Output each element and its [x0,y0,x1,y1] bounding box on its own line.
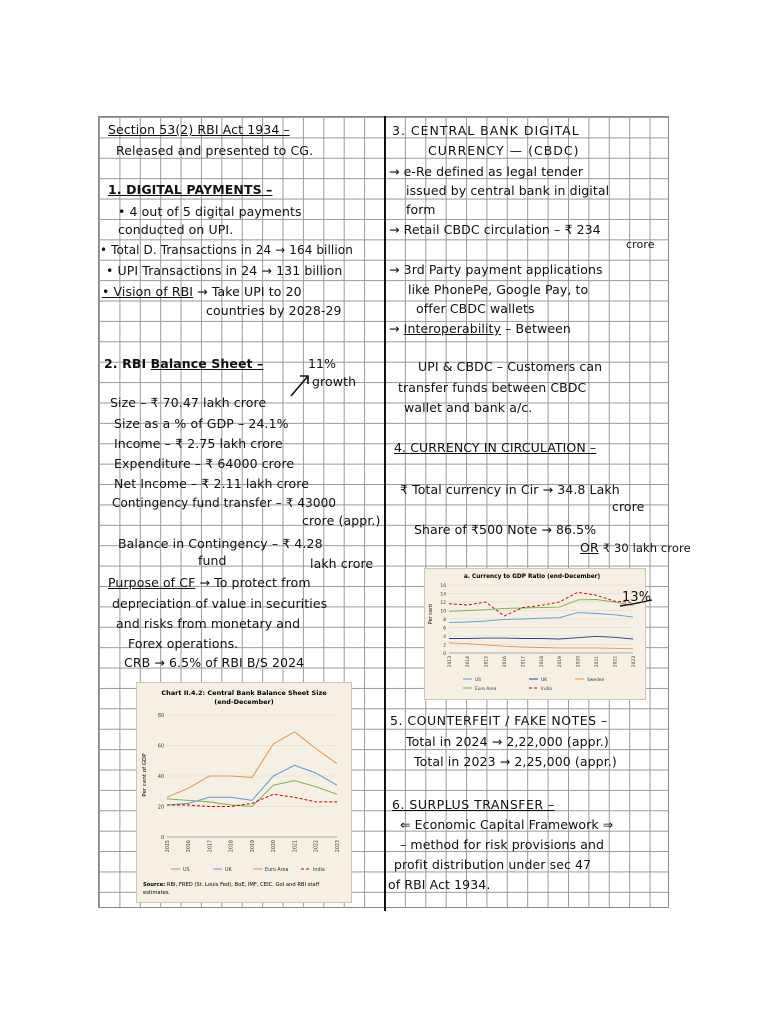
c2-ytick-label: 0 [443,651,446,657]
c2-xtick-label: 2017 [521,656,527,668]
crb-line: CRB → 6.5% of RBI B/S 2024 [124,655,305,670]
cf-purpose-line2: depreciation of value in securities [112,596,328,611]
c1-xtick-label: 2021 [293,840,299,853]
cbdc-line-4-unit: crore [626,238,655,251]
c2-xtick-label: 2020 [576,656,582,668]
c2-ytick-label: 6 [443,626,446,632]
chart1-title: Chart II.4.2: Central Bank Balance Sheet Size [161,689,327,697]
cbdc-line-8 [389,321,571,336]
counterfeit-2023: Total in 2023 → 2,25,000 (appr.) [414,754,617,769]
digital-bullet-1a: • 4 out of 5 digital payments [118,204,302,219]
cbdc-line-10: transfer funds between CBDC [398,380,587,395]
chart1-ylabel: Per cent of GDP [142,753,148,797]
c1-xtick-label: 2023 [335,840,341,853]
surplus-line-3: profit distribution under sec 47 [394,857,592,872]
cf-purpose-line3: and risks from monetary and [116,616,301,631]
c2-series-india [449,592,633,616]
c2-xtick-label: 2016 [503,656,508,668]
c1-ytick-label: 0 [160,835,164,841]
c1-ytick-label: 40 [157,774,164,780]
vision-text: → Take UPI to 20 [197,284,302,299]
currency-gdp-chart-panel [424,568,646,700]
chart1-source-1: Source: RBI, FRED (St. Louis Fed), BoE, IMF, CEIC, GoI and RBI staff [143,882,320,888]
cic-line-3 [580,540,691,556]
c2-xtick-label: 2023 [631,656,637,668]
c2-xtick-label: 2022 [613,656,619,668]
currency-gdp-chart [425,569,645,699]
c2-legend-label: Sweden [587,678,605,683]
section-subheader: Released and presented to CG. [116,143,314,158]
bs-contingency-transfer: Contingency fund transfer – ₹ 43000 [112,496,337,510]
c2-ytick-label: 12 [440,600,446,606]
c2-ytick-label: 10 [440,609,446,615]
currency-circulation-title: 4. CURRENCY IN CIRCULATION – [394,440,597,455]
surplus-line-2: – method for risk provisions and [400,837,605,852]
c2-ytick-label: 16 [440,583,446,589]
c2-xtick-label: 2019 [558,656,564,668]
c2-ytick-label: 2 [443,643,446,649]
c2-xtick-label: 2015 [484,656,490,668]
c2-series-euro-area [449,600,633,612]
c2-series-sweden [449,643,633,649]
c2-ytick-label: 8 [443,617,446,623]
cf-purpose-line4: Forex operations. [128,636,239,651]
counterfeit-2024: Total in 2024 → 2,22,000 (appr.) [406,734,609,749]
balance-sheet-heading [104,356,263,371]
bs-gdp: Size as a % of GDP – 24.1% [114,416,289,431]
cbdc-line-7: offer CBDC wallets [416,301,535,316]
cbdc-line-5: → 3rd Party payment applications [389,262,603,277]
chart1-subtitle: (end-December) [214,698,274,706]
digital-bullet-4b: countries by 2028-29 [206,303,342,318]
cf-purpose-text: → To protect from [199,575,311,590]
ratio-annotation-underline [618,594,654,608]
bs-expenditure: Expenditure – ₹ 64000 crore [114,456,295,471]
c1-xtick-label: 2022 [314,840,320,853]
cbdc-line-6: like PhonePe, Google Pay, to [408,282,589,297]
growth-percent: 11% [308,356,337,371]
cbdc-line-2: issued by central bank in digital [406,183,610,198]
c2-legend-label: India [541,687,552,692]
c2-ytick-label: 4 [443,634,446,640]
cbdc-line-9: UPI & CBDC – Customers can [418,359,603,374]
c1-xtick-label: 2019 [250,840,256,853]
interoperability-label: Interoperability [403,321,502,336]
c1-legend-label: US [183,868,190,873]
section-header: Section 53(2) RBI Act 1934 – [108,122,290,137]
surplus-line-4: of RBI Act 1934. [388,877,491,892]
cic-line-1-unit: crore [612,499,645,514]
cbdc-line-11: wallet and bank a/c. [404,400,533,415]
cbdc-line-1: → e-Re defined as legal tender [389,164,584,179]
c1-xtick-label: 2020 [272,840,278,853]
bs-contingency-unit: lakh crore [310,556,374,571]
c2-series-us [449,613,633,623]
c2-legend-label: US [475,678,482,683]
digital-bullet-1b: conducted on UPI. [118,222,234,237]
balance-sheet-title: Balance Sheet – [150,356,264,371]
bs-size: Size – ₹ 70.47 lakh crore [110,395,267,410]
surplus-line-1: ⇐ Economic Capital Framework ⇒ [400,817,614,832]
c1-series-euro-area [167,732,337,798]
balance-sheet-num: 2. RBI [104,356,147,371]
column-divider [384,116,386,911]
cbdc-line-8-text: – Between [505,321,571,336]
c1-ytick-label: 80 [157,713,164,719]
counterfeit-title: 5. COUNTERFEIT / FAKE NOTES – [390,713,608,728]
chart1-source-2: estimates. [143,890,171,896]
cic-line-1: ₹ Total currency in Cir → 34.8 Lakh [400,482,620,497]
c1-xtick-label: 2018 [229,840,235,853]
balance-sheet-chart-panel [136,682,352,903]
c1-ytick-label: 60 [157,744,164,750]
bs-income: Income – ₹ 2.75 lakh crore [114,436,283,451]
c2-series-uk [449,636,633,639]
cbdc-line-4: → Retail CBDC circulation – ₹ 234 [389,222,601,237]
c2-xtick-label: 2018 [539,656,545,668]
cf-purpose-line1 [108,575,311,590]
c1-xtick-label: 2016 [187,840,193,853]
digital-bullet-3: • UPI Transactions in 24 → 131 billion [106,263,343,278]
c1-xtick-label: 2017 [208,840,214,853]
growth-arrow-icon [288,372,312,398]
c1-legend-label: UK [225,868,232,873]
digital-bullet-4a [102,284,302,299]
chart2-ylabel: Per cent [428,603,434,625]
c2-xtick-label: 2021 [595,656,600,668]
growth-label: growth [312,374,357,389]
c2-legend-label: UK [541,678,548,683]
digital-bullet-2: • Total D. Transactions in 24 → 164 billion [100,243,353,257]
bs-contingency-fund: fund [198,553,227,568]
cic-line-2: Share of ₹500 Note → 86.5% [414,522,597,537]
balance-sheet-chart [137,683,351,902]
c1-xtick-label: 2015 [165,840,171,853]
c2-ytick-label: 14 [440,592,446,598]
cbdc-line-3: form [406,202,436,217]
c1-legend-label: Euro Area [265,868,289,873]
bs-net-income: Net Income – ₹ 2.11 lakh crore [114,476,310,491]
c1-legend-label: India [313,868,325,873]
digital-payments-title: 1. DIGITAL PAYMENTS – [108,182,273,197]
cbdc-title-2: CURRENCY — (CBDC) [428,143,580,158]
cf-purpose-label: Purpose of CF [108,575,196,590]
c2-xtick-label: 2013 [447,656,453,668]
cic-or-label: OR [580,540,599,555]
c1-ytick-label: 20 [157,805,164,811]
cbdc-title-1: 3. CENTRAL BANK DIGITAL [392,123,580,138]
c2-xtick-label: 2014 [466,656,472,668]
bs-contingency-transfer-unit: crore (appr.) [302,513,381,528]
surplus-title: 6. SURPLUS TRANSFER – [392,797,555,812]
bs-contingency-balance: Balance in Contingency – ₹ 4.28 [118,536,323,551]
c2-legend-label: Euro Area [475,687,497,692]
ratio-annotation: 13% [622,590,652,605]
vision-label: • Vision of RBI [102,284,194,299]
chart2-title: a. Currency to GDP Ratio (end-December) [463,574,601,580]
cic-line-3-text: ₹ 30 lakh crore [602,541,691,555]
cbdc-line-8-arrow: → [389,321,400,336]
